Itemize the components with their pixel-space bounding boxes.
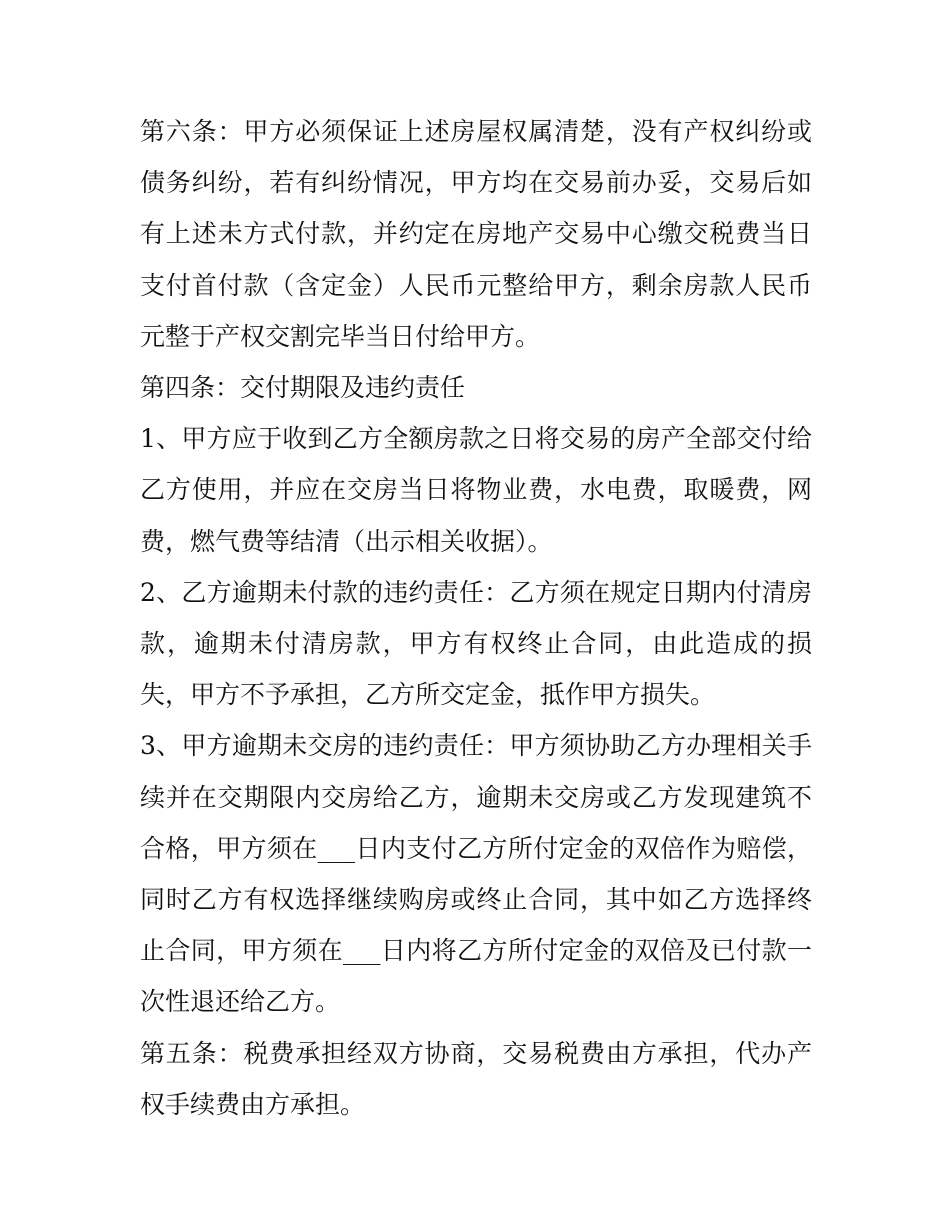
paragraph-article-5: 第五条：税费承担经双方协商，交易税费由方承担，代办产权手续费由方承担。 — [140, 1038, 812, 1119]
paragraph-clause-3: 3、甲方逾期未交房的违约责任：甲方须协助乙方办理相关手续并在交期限内交房给乙方，逾期未交房或乙方发现建筑不合格，甲方须在___日内支付乙方所付定金的双倍作为赔偿，同时乙方有权选择继续购房或终止合同，其中如乙方选择终止合同，甲方须在___日内将乙方所付定金的双倍及已付款一次性退还给乙方。 — [140, 731, 812, 1017]
document-body — [140, 106, 812, 1130]
paragraph-article-4-heading: 第四条：交付期限及违约责任 — [140, 373, 466, 403]
paragraph-clause-1: 1、甲方应于收到乙方全额房款之日将交易的房产全部交付给乙方使用，并应在交房当日将物业费，水电费，取暖费，网费，燃气费等结清（出示相关收据）。 — [140, 424, 812, 556]
paragraph-article-6: 第六条：甲方必须保证上述房屋权属清楚，没有产权纠纷或债务纠纷，若有纠纷情况，甲方均在交易前办妥，交易后如有上述未方式付款，并约定在房地产交易中心缴交税费当日支付首付款（含定金）人民币元整给甲方，剩余房款人民币元整于产权交割完毕当日付给甲方。 — [140, 117, 812, 351]
paragraph-clause-2: 2、乙方逾期未付款的违约责任：乙方须在规定日期内付清房款，逾期未付清房款，甲方有权终止合同，由此造成的损失，甲方不予承担，乙方所交定金，抵作甲方损失。 — [140, 577, 812, 710]
